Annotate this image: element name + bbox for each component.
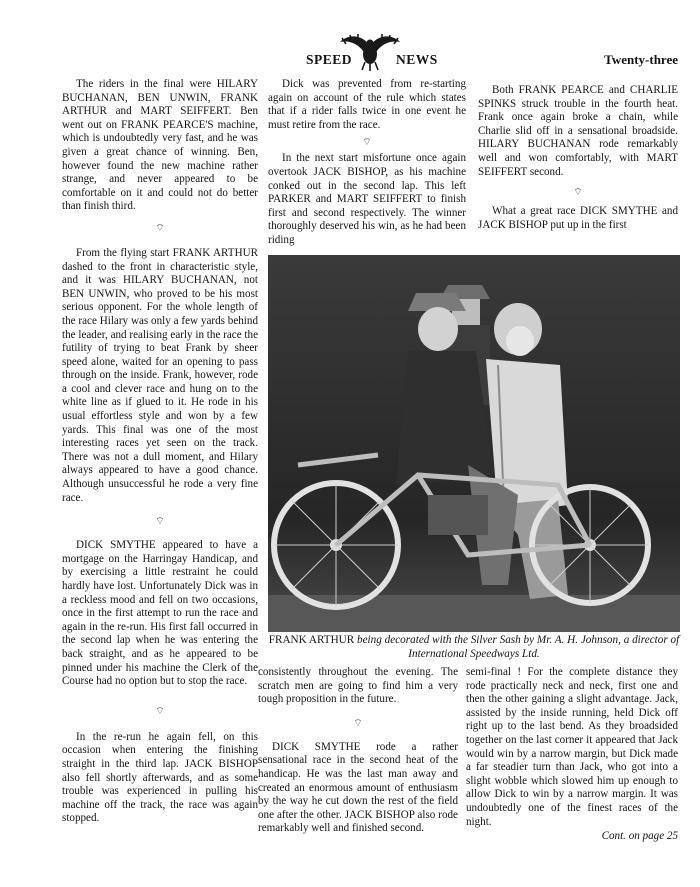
article-paragraph: What a great race DICK SMYTHE and JACK BISHOP put up in the first bbox=[478, 205, 678, 231]
article-paragraph: DICK SMYTHE appeared to have a mortgage on the Harringay Handicap, and by exercising a little restraint he could hardly have lost. Unfortunately Dick was in a reckless mood and fell on two occasions, once in the first attempt to run the race and again in the re-run. His first fall occurred in the second lap when he was entering the back straight, and as he appeared to be pinned under his machine the Clerk of the Course had no option but to stop the race. bbox=[62, 539, 258, 688]
column-2-bottom bbox=[258, 666, 458, 836]
speed-news-masthead bbox=[300, 28, 440, 74]
article-paragraph: The riders in the final were HILARY BUCHANAN, BEN UNWIN, FRANK ARTHUR and MART SEIFFERT. Ben went out on FRANK PEARCE'S machine, which is undoubtedly very fast, and he was given a great chance of winning. Ben, however found the new machine rather strange, and never appeared to be comfortable on it and could not do better than finish third. bbox=[62, 78, 258, 213]
ornament-divider: ⌔ bbox=[155, 705, 165, 717]
race-photograph bbox=[268, 255, 680, 632]
caption-text: being decorated with the Silver Sash by Mr. A. H. Johnson, a director of International Speedways Ltd. bbox=[354, 634, 680, 660]
motorcycle-photo-illustration bbox=[268, 255, 680, 632]
article-paragraph: In the next start misfortune once again overtook JACK BISHOP, as his machine conked out in the second lap. This left PARKER and MART SEIFFERT to finish first and second respectively. The winner thoroughly deserved his win, as he had been riding bbox=[268, 152, 466, 246]
photo-caption bbox=[268, 634, 680, 661]
continued-on-page-link[interactable]: Cont. on page 25 bbox=[601, 830, 678, 843]
masthead-word-news: NEWS bbox=[396, 52, 438, 67]
article-paragraph: consistently throughout the evening. The scratch men are going to find him a very tough proposition in the future. bbox=[258, 666, 458, 706]
article-paragraph: semi-final ! For the complete distance they rode practically neck and neck, first one and then the other gaining a slight advantage. Jack, assisted by the inside running, held Dick off right up to the last bend. As they broadsided together on the last corner it appeared that Jack would win by a narrow margin, but Dick made a far steadier turn than Jack, who got into a slight wobble which slowed him up enough to allow Dick to win by a narrow margin. It was undoubtedly one of the finest races of the night. bbox=[466, 666, 678, 828]
masthead-word-speed: SPEED bbox=[306, 52, 353, 67]
continued-note-wrapper bbox=[466, 830, 678, 844]
article-paragraph: Dick was prevented from re-starting again on account of the rule which states that if a rider falls twice in one event he must retire from the race. bbox=[268, 78, 466, 131]
article-paragraph: Both FRANK PEARCE and CHARLIE SPINKS struck trouble in the fourth heat. Frank once again broke a chain, while Charlie slid off in a sensational broadside. HILARY BUCHANAN rode remarkably well and won comfortably, with MART SEIFFERT second. bbox=[478, 84, 678, 178]
column-3-top bbox=[478, 84, 678, 232]
ornament-divider: ⌔ bbox=[155, 222, 165, 234]
column-1 bbox=[62, 78, 258, 826]
ornament-divider: ⌔ bbox=[573, 187, 583, 199]
ornament-divider: ⌔ bbox=[362, 137, 372, 149]
column-2-top bbox=[268, 78, 466, 248]
article-paragraph: From the flying start FRANK ARTHUR dashed to the front in characteristic style, and it was HILARY BUCHANAN, not BEN UNWIN, who proved to be his most serious opponent. For the whole length of the race Hilary was only a few yards behind the leader, and realising early in the race the futility of trying to beat Frank by sheer speed alone, waited for an opening to pass through on the inside. Frank, however, rode a cool and clever race and hung on to the white line as if glued to it. He rode in his usual effortless style and won by a few yards. This final was one of the most interesting races yet seen on the track. There was not a dull moment, and Hilary always appeared to have a good chance. Although unsuccessful he rode a very fine race. bbox=[62, 246, 258, 504]
page-number: Twenty-three bbox=[604, 52, 678, 67]
ornament-divider: ⌔ bbox=[353, 717, 363, 729]
article-paragraph: In the re-run he again fell, on this occasion when entering the finishing straight in the third lap. JACK BISHOP also fell shortly afterwards, and as some trouble was experienced in pulling his machine off the track, the race was again stopped. bbox=[62, 730, 258, 825]
ornament-divider: ⌔ bbox=[155, 516, 165, 528]
eagle-emblem-icon bbox=[338, 32, 402, 72]
article-paragraph: DICK SMYTHE rode a rather sensational race in the second heat of the handicap. He was the last man away and created an enormous amount of enthusiasm by the way he cut down the rest of the field one after the other. JACK BISHOP also rode remarkably well and finished second. bbox=[258, 740, 458, 835]
column-3-bottom bbox=[466, 666, 678, 844]
caption-name: FRANK ARTHUR bbox=[268, 634, 355, 646]
